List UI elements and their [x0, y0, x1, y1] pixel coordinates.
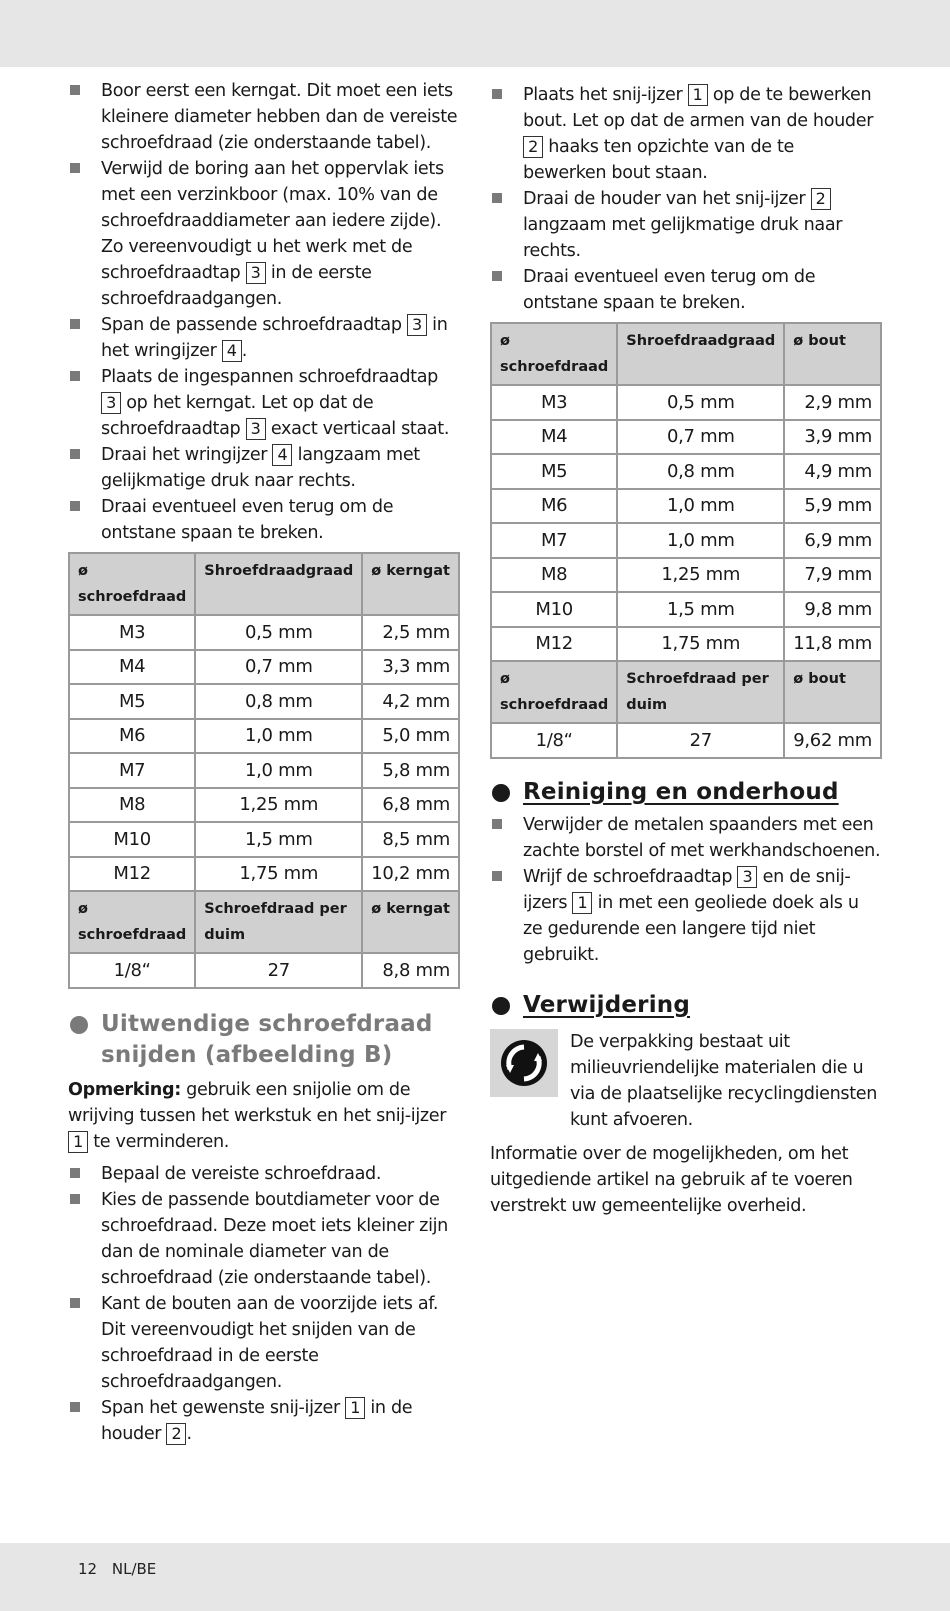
part-reference-number: 3	[246, 418, 266, 440]
column-header: Schroefdraad per duim	[195, 891, 362, 953]
text-segment: op het kerngat. Let op dat de schroefdraadtap	[101, 393, 374, 439]
part-reference-number: 1	[345, 1397, 365, 1419]
table-row	[491, 385, 881, 420]
list-item	[490, 264, 882, 316]
bullet-list	[68, 1161, 460, 1447]
text-segment: Span het gewenste snij-ijzer	[101, 1397, 346, 1418]
table-cell: 0,5 mm	[195, 615, 362, 650]
top-band	[0, 0, 950, 67]
table-cell: M3	[69, 615, 195, 650]
column-header: ø bout	[784, 661, 881, 723]
text-segment: Bepaal de vereiste schroefdraad.	[101, 1163, 382, 1184]
column-header: ø kerngat	[362, 553, 459, 615]
column-header: ø schroefdraad	[69, 891, 195, 953]
text-segment: Kies de passende boutdiameter voor de schroefdraad. Deze moet iets kleiner zijn dan de nominale diameter van de schroefdraad (zie onderstaande tabel).	[101, 1189, 448, 1288]
part-reference-number: 1	[688, 84, 708, 106]
table-cell: 27	[617, 723, 784, 758]
text-segment: in met een geoliede doek als u ze gedurende een langere tijd niet gebruikt.	[523, 892, 859, 965]
text-segment: gebruik een snijolie om de wrijving tussen het werkstuk en het snij-ijzer	[68, 1079, 447, 1126]
list-item	[68, 442, 460, 494]
note-paragraph	[68, 1077, 460, 1155]
table-cell: 5,9 mm	[784, 489, 881, 524]
table-row	[69, 822, 459, 857]
table-cell: 1,25 mm	[195, 788, 362, 823]
table-row	[69, 788, 459, 823]
text-segment: in de eerste schroefdraadgangen.	[101, 263, 372, 309]
table-cell: M5	[69, 684, 195, 719]
table-cell: 0,8 mm	[195, 684, 362, 719]
table-cell: M6	[491, 489, 617, 524]
part-reference-number: 2	[523, 136, 543, 158]
list-item	[68, 312, 460, 364]
table-row	[69, 753, 459, 788]
table-cell: 1,0 mm	[195, 719, 362, 754]
table-cell: 0,5 mm	[617, 385, 784, 420]
text-segment: Draai het wringijzer	[101, 445, 273, 465]
table-cell: 0,7 mm	[617, 420, 784, 455]
part-reference-number: 3	[407, 314, 427, 336]
part-reference-number: 2	[811, 188, 831, 210]
table-cell: 1,5 mm	[617, 592, 784, 627]
table-row	[491, 558, 881, 593]
table-row	[491, 723, 881, 758]
recycle-text: De verpakking bestaat uit milieuvriendelijke materialen die u via de plaatselijke recyclingdiensten kunt afvoeren.	[570, 1031, 878, 1130]
table-cell: 2,5 mm	[362, 615, 459, 650]
text-segment: in het wringijzer	[101, 315, 448, 361]
table-header-row	[69, 891, 459, 953]
list-item	[490, 812, 882, 864]
column-header: Shroefdraadgraad	[195, 553, 362, 615]
column-header: ø schroefdraad	[69, 553, 195, 615]
text-segment: Draai de houder van het snij-ijzer	[523, 189, 811, 209]
text-segment: Kant de bouten aan de voorzijde iets af. Dit vereenvoudigt het snijden van de schroefdraad in de eerste schroefdraadgangen.	[101, 1293, 439, 1392]
table-row	[69, 684, 459, 719]
table-cell: M4	[69, 650, 195, 685]
table-cell: M8	[491, 558, 617, 593]
left-column	[68, 78, 460, 1447]
table-cell: 4,9 mm	[784, 454, 881, 489]
text-segment: exact verticaal staat.	[265, 419, 450, 439]
bolt-size-table	[490, 322, 882, 759]
list-item	[68, 1187, 460, 1291]
column-header: Shroefdraadgraad	[617, 323, 784, 385]
table-cell: 10,2 mm	[362, 857, 459, 892]
table-cell: 1,75 mm	[617, 627, 784, 662]
text-segment: langzaam met gelijkmatige druk naar rechts.	[523, 215, 843, 261]
table-header-row	[491, 323, 881, 385]
table-cell: M10	[491, 592, 617, 627]
table-cell: 1,0 mm	[195, 753, 362, 788]
table-row	[69, 615, 459, 650]
table-cell: 5,0 mm	[362, 719, 459, 754]
bullet-list	[490, 812, 882, 968]
section-heading-external-thread: Uitwendige schroefdraad snijden (afbeelding B)	[68, 1009, 460, 1071]
right-column	[490, 82, 882, 1219]
table-cell: 1,5 mm	[195, 822, 362, 857]
column-header: ø schroefdraad	[491, 661, 617, 723]
part-reference-number: 3	[737, 866, 757, 888]
list-item	[68, 1161, 460, 1187]
table-cell: 27	[195, 953, 362, 988]
page-footer	[78, 1560, 166, 1578]
table-cell: M12	[69, 857, 195, 892]
text-segment: te verminderen.	[88, 1131, 230, 1152]
table-header-row	[491, 661, 881, 723]
table-row	[69, 953, 459, 988]
table-cell: 1,0 mm	[617, 489, 784, 524]
table-cell: M3	[491, 385, 617, 420]
list-item	[490, 82, 882, 186]
language-code: NL/BE	[111, 1560, 157, 1578]
recycle-block	[490, 1029, 882, 1133]
table-cell: 9,8 mm	[784, 592, 881, 627]
table-cell: 0,7 mm	[195, 650, 362, 685]
table-cell: 7,9 mm	[784, 558, 881, 593]
text-segment: .	[186, 1423, 192, 1444]
green-dot-recycling-icon	[490, 1029, 558, 1097]
part-reference-number: 4	[272, 444, 292, 466]
list-item	[68, 78, 460, 156]
table-cell: M12	[491, 627, 617, 662]
text-segment: en de snij-ijzers	[523, 866, 851, 913]
text-segment: Verwijder de metalen spaanders met een zachte borstel of met werkhandschoenen.	[523, 814, 881, 861]
table-cell: 1,0 mm	[617, 523, 784, 558]
text-segment: op de te bewerken bout. Let op dat de armen van de houder	[523, 85, 874, 131]
text-segment: Plaats de ingespannen schroefdraadtap	[101, 367, 438, 387]
list-item	[68, 364, 460, 442]
disposal-info-text: Informatie over de mogelijkheden, om het uitgediende artikel na gebruik af te voeren verstrekt uw gemeentelijke overheid.	[490, 1143, 853, 1216]
table-cell: 6,8 mm	[362, 788, 459, 823]
table-cell: 8,5 mm	[362, 822, 459, 857]
table-cell: 1,75 mm	[195, 857, 362, 892]
table-row	[69, 719, 459, 754]
table-cell: 1/8“	[491, 723, 617, 758]
list-item	[68, 494, 460, 546]
table-row	[491, 489, 881, 524]
text-segment: Draai eventueel even terug om de ontstane spaan te breken.	[523, 267, 816, 313]
part-reference-number: 1	[572, 892, 592, 914]
table-row	[491, 420, 881, 455]
table-cell: 1,25 mm	[617, 558, 784, 593]
part-reference-number: 2	[166, 1423, 186, 1445]
text-segment: Plaats het snij-ijzer	[523, 85, 688, 105]
part-reference-number: 3	[246, 262, 266, 284]
list-item	[490, 864, 882, 968]
table-cell: 6,9 mm	[784, 523, 881, 558]
bullet-list	[68, 78, 460, 546]
table-cell: M10	[69, 822, 195, 857]
table-cell: 4,2 mm	[362, 684, 459, 719]
table-cell: M7	[491, 523, 617, 558]
list-item	[68, 156, 460, 312]
table-cell: 0,8 mm	[617, 454, 784, 489]
text-segment: Boor eerst een kerngat. Dit moet een iets kleinere diameter hebben dan de vereiste schroefdraad (zie onderstaande tabel).	[101, 81, 458, 153]
table-row	[491, 454, 881, 489]
table-cell: 5,8 mm	[362, 753, 459, 788]
table-cell: M8	[69, 788, 195, 823]
note-label: Opmerking:	[68, 1079, 181, 1100]
text-segment: Span de passende schroefdraadtap	[101, 315, 407, 335]
tap-size-table	[68, 552, 460, 989]
table-cell: 3,3 mm	[362, 650, 459, 685]
table-cell: M4	[491, 420, 617, 455]
part-reference-number: 1	[68, 1131, 88, 1153]
table-row	[491, 592, 881, 627]
section-heading-cleaning: Reiniging en onderhoud	[490, 777, 882, 808]
table-cell: M5	[491, 454, 617, 489]
column-header: ø kerngat	[362, 891, 459, 953]
column-header: ø schroefdraad	[491, 323, 617, 385]
table-row	[69, 857, 459, 892]
column-header: Schroefdraad per duim	[617, 661, 784, 723]
list-item	[68, 1291, 460, 1395]
table-row	[491, 523, 881, 558]
table-row	[69, 650, 459, 685]
table-cell: 11,8 mm	[784, 627, 881, 662]
part-reference-number: 4	[222, 340, 242, 362]
table-row	[491, 627, 881, 662]
part-reference-number: 3	[101, 392, 121, 414]
table-header-row	[69, 553, 459, 615]
section-heading-disposal: Verwijdering	[490, 990, 882, 1021]
table-cell: M6	[69, 719, 195, 754]
text-segment: haaks ten opzichte van de te bewerken bout staan.	[523, 137, 795, 183]
page-number: 12	[78, 1560, 98, 1578]
text-segment: Draai eventueel even terug om de ontstane spaan te breken.	[101, 497, 394, 543]
text-segment: langzaam met gelijkmatige druk naar rechts.	[101, 445, 420, 491]
list-item	[68, 1395, 460, 1447]
table-cell: M7	[69, 753, 195, 788]
text-segment: .	[241, 341, 247, 361]
table-cell: 8,8 mm	[362, 953, 459, 988]
table-cell: 9,62 mm	[784, 723, 881, 758]
list-item	[490, 186, 882, 264]
table-cell: 3,9 mm	[784, 420, 881, 455]
text-segment: Wrijf de schroefdraadtap	[523, 866, 738, 887]
table-cell: 2,9 mm	[784, 385, 881, 420]
table-cell: 1/8“	[69, 953, 195, 988]
column-header: ø bout	[784, 323, 881, 385]
text-segment: in de houder	[101, 1397, 413, 1444]
bullet-list	[490, 82, 882, 316]
text-segment: Verwijd de boring aan het oppervlak iets met een verzinkboor (max. 10% van de schroefdraaddiameter aan iedere zijde). Zo vereenvoudigt u het werk met de schroefdraadtap	[101, 159, 444, 283]
